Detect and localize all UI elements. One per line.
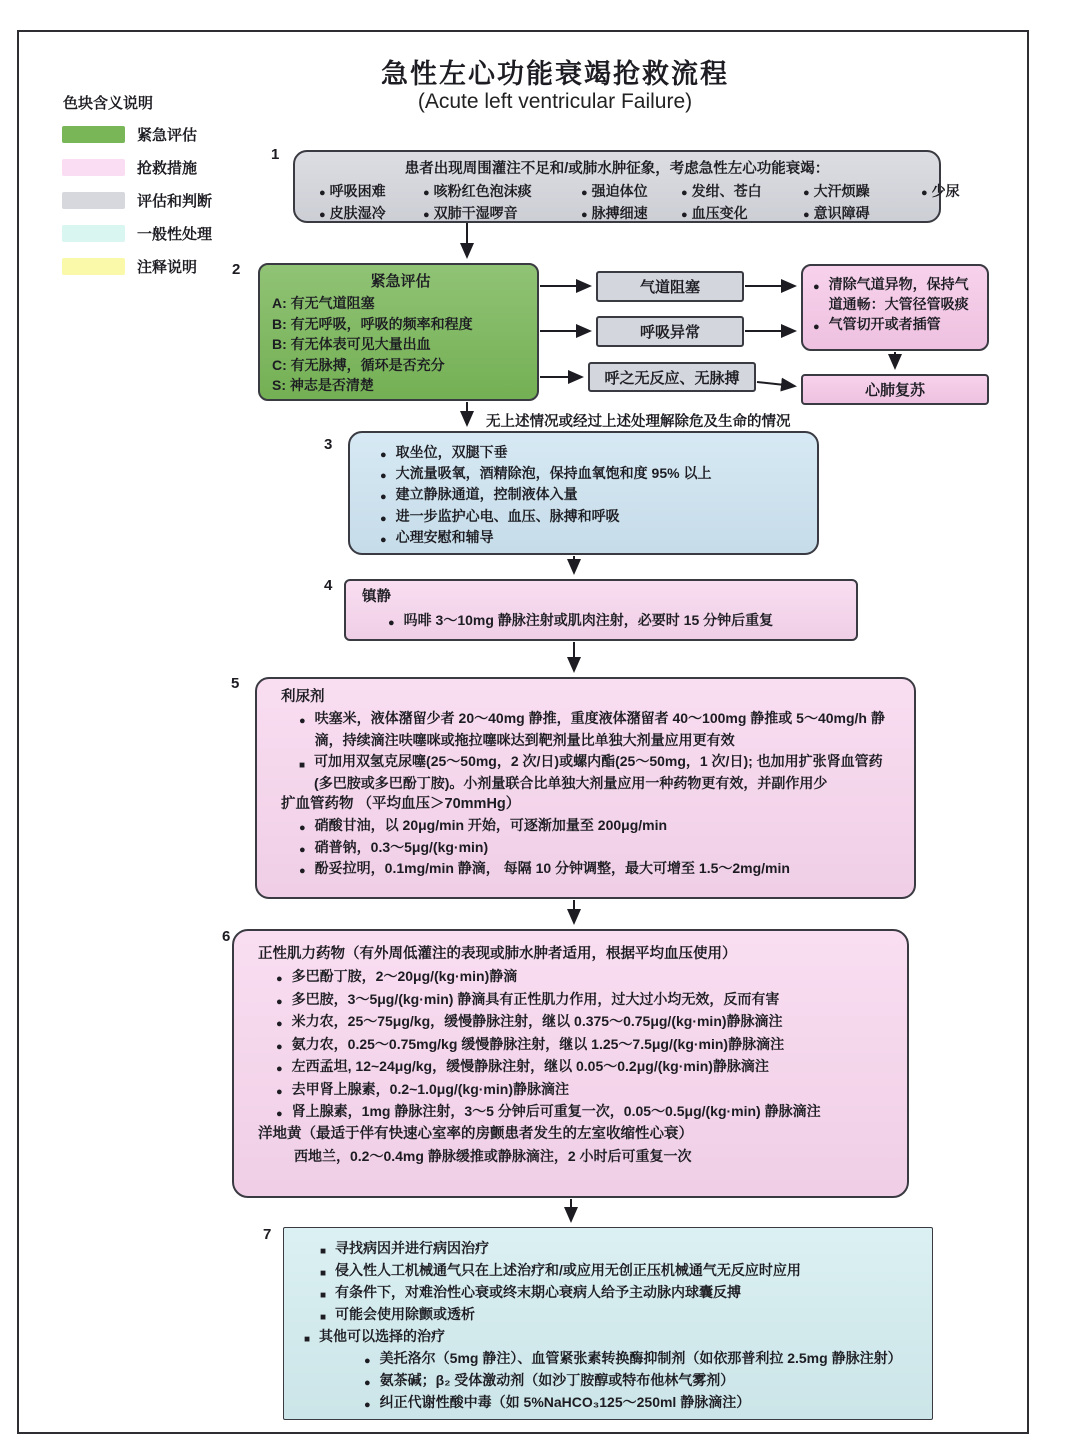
symptom-item: ● 大汗烦躁 [803,183,870,199]
airway-action-item: ● 气管切开或者插管 [813,314,979,334]
etiology-item: ■ 寻找病因并进行病因治疗 [320,1237,920,1259]
inotrope-item: ● 多巴酚丁胺，2～20μg/(kg·min)静滴 [276,965,893,988]
dot-bullet-icon: ● [364,1355,371,1367]
other-treatment-item: ● 美托洛尔（5mg 静注）、血管紧张素转换酶抑制剂（如依那普利拉 2.5mg 静脉注射） [364,1347,920,1369]
assessment-line-s: S: 神志是否清楚 [272,377,374,393]
square-bullet-icon: ■ [320,1246,327,1257]
dot-bullet-icon: ● [276,973,283,985]
box-cpr: 心肺复苏 [801,374,989,405]
legend-swatch-yellow [62,258,125,275]
connector-label-no-danger: 无上述情况或经过上述处理解除危及生命的情况 [486,414,791,430]
legend-label: 注释说明 [137,259,198,276]
symptom-item: ● 血压变化 [681,205,748,221]
inotrope-item: ● 氨力农，0.25～0.75mg/kg 缓慢静脉注射，继以 1.25～7.5μg/(kg·min)静脉滴注 [276,1033,893,1056]
symptom-item: ● 皮肤湿冷 [319,205,386,221]
dot-bullet-icon: ● [299,715,306,727]
digitalis-dosage: 西地兰，0.2～0.4mg 静脉缓推或静脉滴注，2 小时后可重复一次 [294,1147,692,1164]
box-symptoms [293,150,960,223]
square-bullet-icon: ■ [320,1290,327,1301]
dot-bullet-icon: ● [388,617,395,629]
inotrope-item: ● 多巴胺，3～5μg/(kg·min) 静滴具有正性肌力作用，过大过小均无效，反而有害 [276,988,893,1011]
inotrope-item: ● 米力农，25～75μg/kg，缓慢静脉注射，继以 0.375～0.75μg/(kg·min)静脉滴注 [276,1010,893,1033]
square-bullet-icon: ■ [320,1268,327,1279]
dot-bullet-icon: ● [380,512,387,525]
stage-number-5: 5 [231,675,240,692]
square-bullet-icon: ■ [304,1334,311,1345]
etiology-item: ■ 侵入性人工机械通气只在上述治疗和/或应用无创正压机械通气无反应时应用 [320,1259,920,1281]
dot-bullet-icon: ● [276,995,283,1008]
legend-item-general [62,225,212,242]
vasodilator-item: ● 硝酸甘油，以 20μg/min 开始，可逐渐加量至 200μg/min [299,815,900,837]
square-bullet-icon: ■ [320,1312,327,1323]
inotropes-heading: 正性肌力药物（有外周低灌注的表现或肺水肿者适用，根据平均血压使用） [258,946,737,962]
dot-bullet-icon: ● [681,187,688,199]
dot-bullet-icon: ● [299,843,306,856]
legend-label: 一般性处理 [137,226,213,243]
dot-bullet-icon: ● [803,209,810,221]
diuretics-heading: 利尿剂 [281,689,325,705]
dot-bullet-icon: ● [681,209,688,221]
etiology-item: ■ 有条件下，对难治性心衰或终末期心衰病人给予主动脉内球囊反搏 [320,1281,920,1303]
other-treatment-item: ● 纠正代谢性酸中毒（如 5%NaHCO₃125～250ml 静脉滴注） [364,1391,920,1413]
assessment-line-a: A: 有无气道阻塞 [272,295,375,311]
dot-bullet-icon: ● [276,1085,283,1098]
inotrope-item: ● 去甲肾上腺素，0.2~1.0μg/(kg·min)静脉滴注 [276,1078,893,1101]
legend-item-urgent [62,126,212,143]
symptom-item: ● 双肺干湿啰音 [423,205,518,221]
general-measure-item: ● 进一步监护心电、血压、脉搏和呼吸 [380,506,807,527]
symptom-item: ● 脉搏细速 [581,205,648,221]
legend-label: 抢救措施 [137,160,198,177]
symptom-item: ● 咳粉红色泡沫痰 [423,183,532,199]
legend-item-assess [62,192,212,209]
stage-number-1: 1 [271,146,280,163]
dot-bullet-icon: ● [380,470,387,483]
general-measure-item: ● 取坐位，双腿下垂 [380,442,807,463]
assessment-line-b1: B: 有无呼吸，呼吸的频率和程度 [272,315,473,332]
stage-number-4: 4 [324,577,333,594]
general-measure-item: ● 心理安慰和辅导 [380,527,807,548]
page-subtitle: (Acute left ventricular Failure) [417,90,693,113]
legend-swatch-gray [62,192,125,209]
symptom-item: ● 强迫体位 [581,183,648,199]
inotrope-item: ● 肾上腺素，1mg 静脉注射，3～5 分钟后可重复一次，0.05～0.5μg/(kg·min) 静脉滴注 [276,1100,893,1123]
box-etiology-other-treatments [283,1227,933,1420]
symptoms-title: 患者出现周围灌注不足和/或肺水肿征象，考虑急性左心功能衰竭： [404,161,830,177]
dot-bullet-icon: ● [921,187,928,199]
color-legend [62,126,212,275]
dot-bullet-icon: ● [423,187,430,199]
legend-heading: 色块含义说明 [63,95,154,112]
symptoms-grid [305,181,960,223]
dot-bullet-icon: ● [364,1399,371,1411]
other-treatment-item: ● 氨茶碱；β₂ 受体激动剂（如沙丁胺醇或特布他林气雾剂） [364,1369,920,1391]
dot-bullet-icon: ● [380,533,387,546]
legend-item-rescue [62,159,212,176]
inotrope-item: ● 左西孟坦, 12~24μg/kg，缓慢静脉注射，继以 0.05～0.2μg/(kg·min)静脉滴注 [276,1055,893,1078]
dot-bullet-icon: ● [803,187,810,199]
symptom-item: ● 发绀、苍白 [681,183,762,199]
box-sedation [344,579,858,641]
page-title: 急性左心功能衰竭抢救流程 [381,59,729,89]
dot-bullet-icon: ● [276,1063,283,1075]
box-inotropes [232,929,909,1198]
legend-swatch-cyan [62,225,125,242]
box-urgent-assessment [258,263,539,401]
box-airway-actions [801,264,989,351]
legend-item-note [62,258,212,275]
decision-airway-obstruction: 气道阻塞 [596,271,744,302]
dot-bullet-icon: ● [319,209,326,221]
symptom-item: ● 意识障碍 [803,205,870,221]
decision-abnormal-breathing: 呼吸异常 [596,316,744,347]
dot-bullet-icon: ● [581,187,588,199]
digitalis-heading: 洋地黄（最适于伴有快速心室率的房颤患者发生的左室收缩性心衰） [258,1125,693,1142]
general-measure-item: ● 大流量吸氧，酒精除泡，保持血氧饱和度 95% 以上 [380,463,807,484]
diuretic-item: ■ 可加用双氢克尿噻(25～50mg，2 次/日)或螺内酯(25～50mg，1 次/日); 也加用扩张肾血管药(多巴胺或多巴酚丁胺)。小剂量联合比单独大剂量应用一种药物更有效，并副作用少 [299,753,883,791]
sedation-item: ● 吗啡 3～10mg 静脉注射或肌肉注射，必要时 15 分钟后重复 [388,610,846,631]
dot-bullet-icon: ● [423,209,430,221]
other-treatments-list [340,1347,920,1413]
assessment-line-b2: B: 有无体表可见大量出血 [272,336,431,352]
arrow-noresponse-to-cpr [757,382,794,386]
vasodilators-heading: 扩血管药物 （平均血压＞70mmHg） [281,796,521,812]
dot-bullet-icon: ● [299,865,306,877]
vasodilator-item: ● 硝普钠，0.3～5μg/(kg·min) [299,837,900,859]
general-measure-item: ● 建立静脉通道，控制液体入量 [380,484,807,505]
airway-action-item: ● 清除气道异物，保持气道通畅：大管径管吸痰 [813,276,969,312]
stage-number-3: 3 [324,436,333,453]
vasodilator-item: ● 酚妥拉明，0.1mg/min 静滴， 每隔 10 分钟调整，最大可增至 1.5～2mg/min [299,858,900,880]
dot-bullet-icon: ● [364,1377,371,1389]
decision-no-response-no-pulse: 呼之无反应、无脉搏 [588,362,756,392]
diuretic-item: ● 呋塞米，液体潴留少者 20～40mg 静推，重度液体潴留者 40～100mg 静推或 5～40mg/h 静滴，持续滴注呋噻咪或拖拉噻咪达到靶剂量比单独大剂量应用更有效 [299,710,885,748]
sedation-heading: 镇静 [362,589,391,605]
box-general-measures [348,431,819,555]
dot-bullet-icon: ● [380,491,387,504]
dot-bullet-icon: ● [276,1018,283,1030]
dot-bullet-icon: ● [299,822,306,834]
other-treatments-heading: ■ 其他可以选择的治疗 [304,1325,920,1347]
stage-number-6: 6 [222,928,231,945]
dot-bullet-icon: ● [276,1108,283,1120]
dot-bullet-icon: ● [276,1040,283,1053]
legend-label: 紧急评估 [137,127,198,144]
legend-label: 评估和判断 [137,193,213,210]
symptom-item: ● 少尿 [921,183,960,199]
etiology-item: ■ 可能会使用除颤或透析 [320,1303,920,1325]
square-bullet-icon: ■ [299,760,306,771]
dot-bullet-icon: ● [380,449,387,461]
dot-bullet-icon: ● [813,281,820,293]
box-diuretics-vasodilators [255,677,916,899]
legend-swatch-pink [62,159,125,176]
symptom-item: ● 呼吸困难 [319,183,386,199]
dot-bullet-icon: ● [813,321,820,333]
legend-swatch-green [62,126,125,143]
dot-bullet-icon: ● [581,209,588,221]
assessment-line-c: C: 有无脉搏，循环是否充分 [272,356,445,373]
stage-number-2: 2 [232,261,241,278]
dot-bullet-icon: ● [319,187,326,199]
stage-number-7: 7 [263,1226,272,1243]
urgent-assessment-title: 紧急评估 [370,273,431,290]
